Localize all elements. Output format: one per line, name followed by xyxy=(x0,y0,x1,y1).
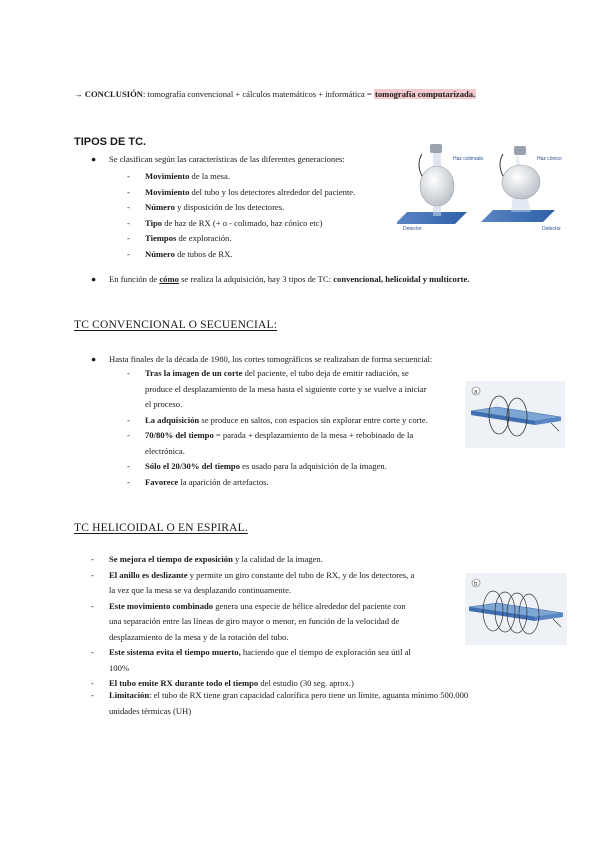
list-item: - Se mejora el tiempo de exposición y la calidad de la imagen. xyxy=(91,554,323,564)
conclusion-highlight: tomografía computarizada. xyxy=(375,89,476,99)
list-item: - Número de tubos de RX. xyxy=(127,248,233,259)
bullet-icon: ● xyxy=(91,154,97,164)
helicoidal-list xyxy=(91,552,455,692)
tipos-intro: ● Se clasifican según las características de las diferentes generaciones: xyxy=(109,152,345,168)
sequential-scan-illustration xyxy=(465,381,565,448)
list-item: - El anillo es deslizante y permite un giro constante del tubo de RX, y de los detectores, a la vez que la mesa se va desplazando continuamente. xyxy=(91,569,415,595)
label-haz-conico: Haz cónico xyxy=(537,156,562,162)
conclusion-text: : tomografía convencional + cálculos matemáticos + informática = xyxy=(143,89,372,99)
list-item: - Este sistema evita el tiempo muerto, haciendo que el tiempo de exploración sea útil al 100% xyxy=(91,647,411,673)
tipos-list xyxy=(127,169,395,262)
list-item: - Tipo de haz de RX (+ o - colimado, haz cónico etc) xyxy=(127,217,323,228)
list-item: - La adquisición se produce en saltos, con espacios sin explorar entre corte y corte. xyxy=(127,414,428,425)
list-item: - 70/80% del tiempo = parada + desplazamiento de la mesa + rebobinado de la electrónica. xyxy=(127,430,414,456)
list-item: - Movimiento del tubo y los detectores alrededor del paciente. xyxy=(127,186,356,197)
tipos-adquisicion: ● En función de cómo se realiza la adquisición, hay 3 tipos de TC: convencional, helicoidal y multicorte. xyxy=(109,272,470,288)
conclusion-label: CONCLUSIÓN xyxy=(84,89,144,99)
figure-label-b: b xyxy=(474,581,478,588)
list-item: - Este movimiento combinado genera una especie de hélice alrededor del paciente con una separación entre las líneas de giro mayor o menor, en función de la velocidad de desplazamiento de la mesa y de la rotación del tubo. xyxy=(91,600,406,642)
bullet-icon: ● xyxy=(91,274,97,284)
list-item: - Favorece la aparición de artefactos. xyxy=(127,476,269,487)
convencional-intro: ● Hasta finales de la década de 1980, los cortes tomográficos se realizaban de forma secuencial: xyxy=(109,352,432,368)
label-haz-colimado: Haz colimado xyxy=(453,156,484,162)
label-detector-right: Detector xyxy=(542,226,561,232)
list-item: - Sólo el 20/30% del tiempo es usado para la adquisición de la imagen. xyxy=(127,461,387,471)
label-detector-left: Detector xyxy=(403,226,422,232)
list-item: - Movimiento de la mesa. xyxy=(127,171,230,181)
helicoidal-limitacion xyxy=(91,688,527,719)
convencional-list xyxy=(127,366,456,490)
conclusion-line xyxy=(74,87,476,103)
figure-label-a: a xyxy=(474,389,478,396)
list-item: - Número y disposición de los detectores. xyxy=(127,202,285,212)
ct-beam-figure xyxy=(397,138,570,236)
tipos-title: TIPOS DE TC. xyxy=(74,136,147,148)
convencional-title: TC CONVENCIONAL O SECUENCIAL: xyxy=(74,319,278,331)
helical-scan-illustration xyxy=(465,573,567,645)
helical-scan-figure xyxy=(465,573,567,645)
list-item: - Limitación: el tubo de RX tiene gran capacidad calorífica pero tiene un límite, aguanta mínimo 500.000 unidades térmicas (UH) xyxy=(91,690,469,716)
helicoidal-title: TC HELICOIDAL O EN ESPIRAL. xyxy=(74,522,248,534)
sequential-scan-figure xyxy=(465,381,565,448)
list-item: - Tras la imagen de un corte del paciente, el tubo deja de emitir radiación, se produce el desplazamiento de la mesa hasta el siguiente corte y se vuelve a iniciar el proceso. xyxy=(127,368,427,409)
list-item: - Tiempos de exploración. xyxy=(127,233,232,243)
ct-beam-illustration xyxy=(397,138,570,236)
list-item: - El tubo emite RX durante todo el tiempo del estudio (30 seg. aprox.) xyxy=(91,678,354,688)
arrow-icon: → xyxy=(74,89,83,99)
bullet-icon: ● xyxy=(91,354,97,364)
